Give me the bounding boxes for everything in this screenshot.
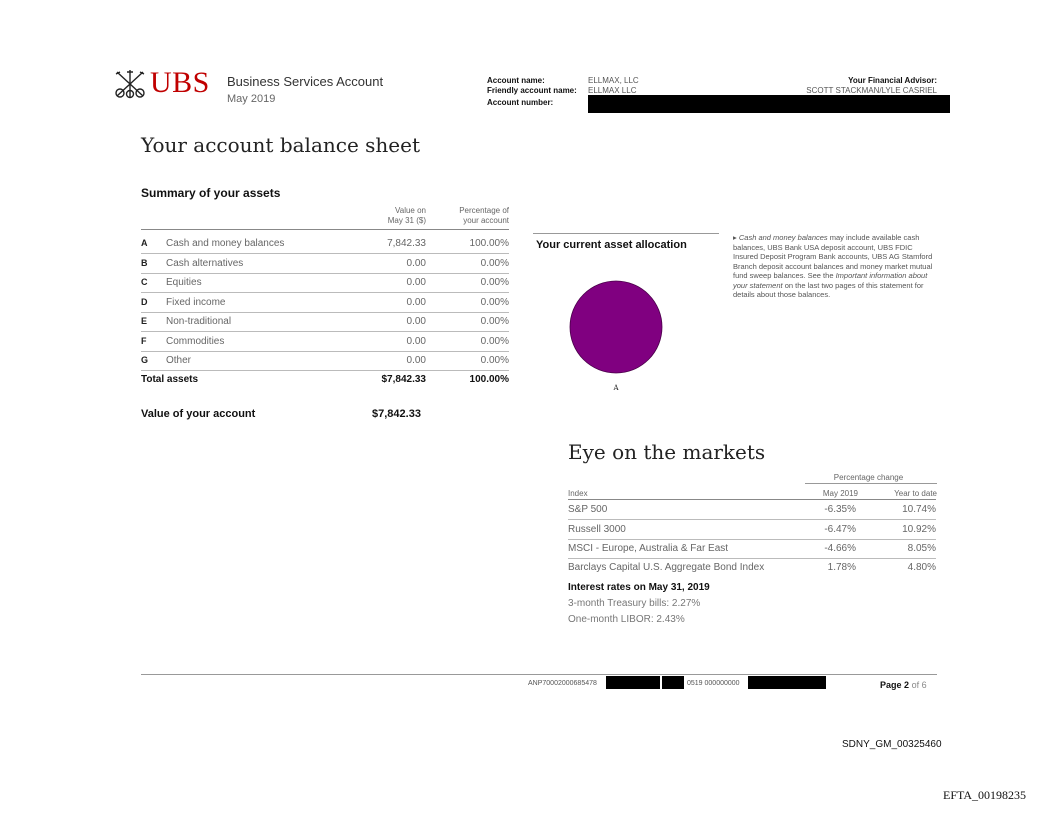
account-name-label: Account name: [487,76,545,85]
interest-rate-line: 3-month Treasury bills: 2.27% [568,598,701,609]
account-value: $7,842.33 [372,408,421,420]
market-row: MSCI - Europe, Australia & Far East -4.66% 8.05% [568,539,936,559]
percentage-change-rule [805,483,937,484]
allocation-rule [533,233,719,234]
summary-title: Summary of your assets [141,186,281,200]
page-number: Page 2 of 6 [880,680,927,690]
pie-label-a: A [613,384,619,392]
asset-row: C Equities 0.00 0.00% [141,273,509,293]
market-row: Russell 3000 -6.47% 10.92% [568,520,936,540]
index-column-header: Index [568,489,588,498]
asset-row: G Other 0.00 0.00% [141,351,509,371]
footer-redaction-1 [606,676,660,689]
bates-number: SDNY_GM_00325460 [842,739,942,750]
market-row: Barclays Capital U.S. Aggregate Bond Index 1.78% 4.80% [568,562,936,573]
cash-balances-note: ▸ Cash and money balances may include available cash balances, UBS Bank USA deposit account, UBS FDIC Insured Deposit Program Bank accounts, UBS AG Stamford Branch deposit account balances and money market mutual fund sweep balances. See the Important information about your statement on the last two pages of this statement for details about those balances. [733,233,933,299]
asset-row: F Commodities 0.00 0.00% [141,332,509,352]
asset-row: E Non-traditional 0.00 0.00% [141,312,509,332]
account-name-value: ELLMAX, LLC [588,76,639,85]
summary-header-rule [141,229,509,230]
page-title: Your account balance sheet [141,133,421,157]
market-row: S&P 500 -6.35% 10.74% [568,500,936,520]
asset-row: D Fixed income 0.00 0.00% [141,293,509,313]
footer-code-1: ANP70002000685478 [528,680,597,687]
friendly-name-label: Friendly account name: [487,86,577,95]
ubs-keys-logo-icon [113,68,147,100]
footer-redaction-2 [662,676,684,689]
footer-code-2: 0519 000000000 [687,680,740,687]
total-assets-row: Total assets $7,842.33 100.00% [141,374,509,385]
account-type: Business Services Account [227,74,384,89]
allocation-pie-chart [560,272,672,398]
interest-rates-title: Interest rates on May 31, 2019 [568,582,710,593]
note-bullet-icon: ▸ [733,233,737,242]
account-value-label: Value of your account [141,408,256,420]
pie-slice-a [570,281,662,373]
friendly-name-value: ELLMAX LLC [588,86,637,95]
account-number-label: Account number: [487,98,554,107]
percentage-change-label: Percentage change [833,473,904,482]
allocation-title: Your current asset allocation [536,239,687,251]
efta-number: EFTA_00198235 [943,788,1027,802]
ytd-column-header: Year to date [894,489,937,498]
statement-date: May 2019 [227,93,276,105]
account-number-redaction [588,95,950,113]
percentage-column-header: Percentage of your account [459,206,509,225]
markets-title: Eye on the markets [568,440,766,464]
advisor-value: SCOTT STACKMAN/LYLE CASRIEL [806,86,937,95]
footer-rule [141,674,937,675]
advisor-label: Your Financial Advisor: [848,76,937,85]
footer-redaction-3 [748,676,826,689]
interest-rate-line: One-month LIBOR: 2.43% [568,614,685,625]
asset-row: B Cash alternatives 0.00 0.00% [141,254,509,274]
month-column-header: May 2019 [822,489,858,498]
value-column-header: Value on May 31 ($) [387,206,426,225]
asset-row: A Cash and money balances 7,842.33 100.00% [141,234,509,254]
ubs-logo-text: UBS [150,66,210,99]
